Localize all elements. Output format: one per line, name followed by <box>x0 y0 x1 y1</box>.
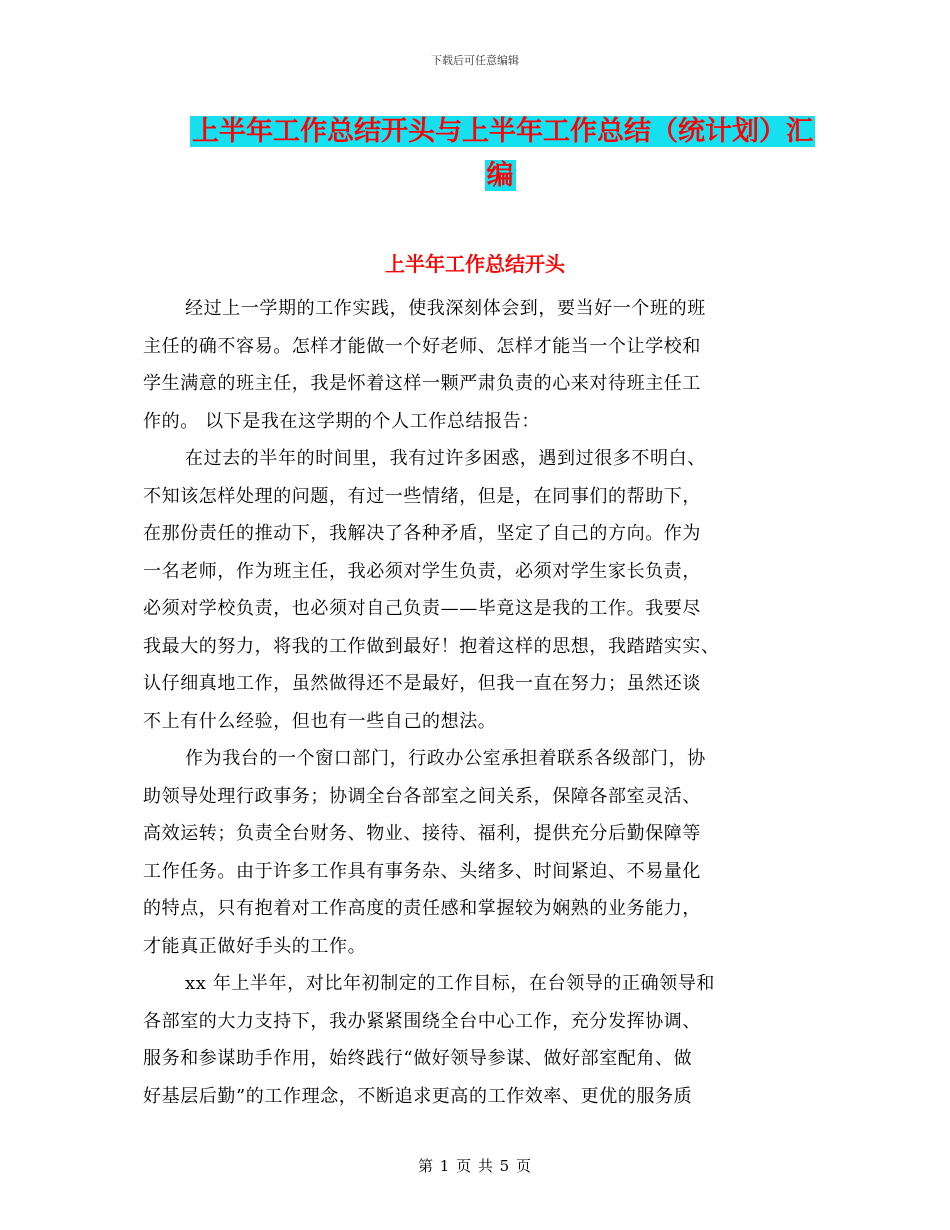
header-note: 下载后可任意编辑 <box>431 54 519 67</box>
paragraph-line: 高效运转；负责全台财务、物业、接待、福利，提供充分后勤保障等 <box>143 823 701 844</box>
page-number: 第 1 页 共 5 页 <box>418 1157 532 1175</box>
paragraph-line: 必须对学校负责，也必须对自己负责——毕竟这是我的工作。我要尽 <box>143 598 701 619</box>
paragraph-line: 经过上一学期的工作实践，使我深刻体会到，要当好一个班的班 <box>185 298 706 319</box>
paragraph-line: 才能真正做好手头的工作。 <box>143 935 367 957</box>
paragraph-line: 各部室的大力支持下，我办紧紧围绕全台中心工作，充分发挥协调、 <box>143 1010 701 1032</box>
paragraph-line: 不知该怎样处理的问题，有过一些情绪，但是，在同事们的帮助下， <box>143 485 701 507</box>
paragraph-line: xx 年上半年，对比年初制定的工作目标，在台领导的正确领导和 <box>185 973 716 994</box>
paragraph-line: 作为我台的一个窗口部门，行政办公室承担着联系各级部门，协 <box>185 748 706 769</box>
paragraph-line: 学生满意的班主任，我是怀着这样一颗严肃负责的心来对待班主任工 <box>143 373 701 394</box>
document-title <box>190 110 813 198</box>
paragraph-line: 主任的确不容易。怎样才能做一个好老师、怎样才能当一个让学校和 <box>143 335 701 357</box>
title-line-1: 上半年工作总结开头与上半年工作总结（统计划）汇 <box>192 116 813 147</box>
paragraph-line: 的特点，只有抱着对工作高度的责任感和掌握较为娴熟的业务能力， <box>143 898 701 919</box>
paragraph-line: 一名老师，作为班主任，我必须对学生负责，必须对学生家长负责， <box>143 560 701 582</box>
paragraph-line: 服务和参谋助手作用，始终践行“做好领导参谋、做好部室配角、做 <box>143 1048 693 1069</box>
paragraph-line: 作的。 以下是我在这学期的个人工作总结报告： <box>143 410 540 432</box>
title-line-2: 编 <box>486 160 514 191</box>
paragraph-line: 好基层后勤”的工作理念，不断追求更高的工作效率、更优的服务质 <box>143 1085 693 1107</box>
paragraph-line: 工作任务。由于许多工作具有事务杂、头绪多、时间紧迫、不易量化 <box>143 860 701 882</box>
paragraph-line: 不上有什么经验，但也有一些自己的想法。 <box>143 710 497 732</box>
paragraph-line: 在那份责任的推动下，我解决了各种矛盾，坚定了自己的方向。作为 <box>143 523 701 544</box>
body-text <box>143 290 808 1115</box>
section-heading: 上半年工作总结开头 <box>385 252 565 276</box>
paragraph-line: 我最大的努力，将我的工作做到最好！抱着这样的思想，我踏踏实实、 <box>143 635 720 657</box>
paragraph-line: 认仔细真地工作，虽然做得还不是最好，但我一直在努力；虽然还谈 <box>143 673 701 694</box>
paragraph-line: 助领导处理行政事务；协调全台各部室之间关系，保障各部室灵活、 <box>143 785 701 807</box>
paragraph-line: 在过去的半年的时间里，我有过许多困惑，遇到过很多不明白、 <box>185 448 706 469</box>
